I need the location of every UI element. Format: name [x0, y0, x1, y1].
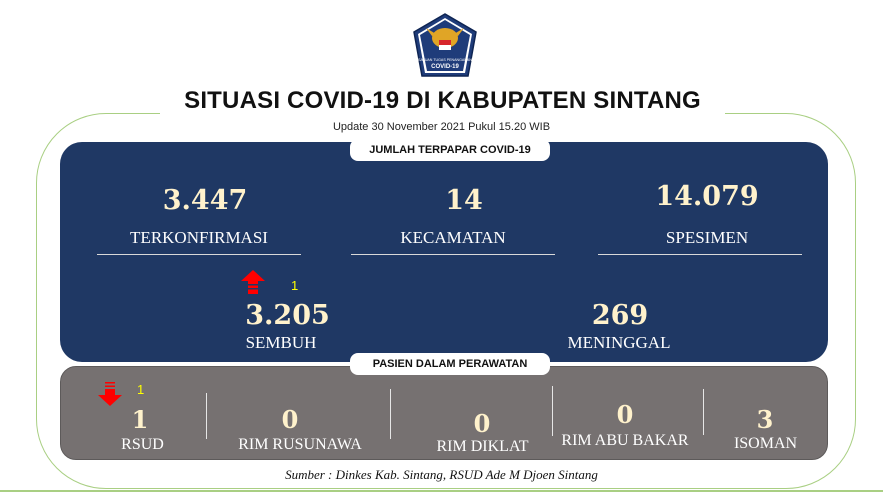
sembuh-label: SEMBUH [245, 333, 317, 352]
rsud-delta: 1 [137, 382, 145, 397]
kecamatan-underline [351, 254, 555, 255]
terkonfirmasi-label: TERKONFIRMASI [130, 228, 268, 247]
page-title: SITUASI COVID-19 DI KABUPATEN SINTANG [184, 87, 701, 114]
spesimen-label: SPESIMEN [665, 228, 749, 247]
sembuh-delta: 1 [291, 278, 299, 293]
terpapar-section-label: JUMLAH TERPAPAR COVID-19 [350, 139, 550, 161]
column-divider [206, 393, 207, 439]
title-bar [160, 84, 725, 118]
rim-diklat-label: RIM DIKLAT [436, 438, 529, 455]
rim-rusunawa-label: RIM RUSUNAWA [238, 436, 362, 453]
rsud-value: 1 [131, 405, 149, 434]
kecamatan-label: KECAMATAN [400, 228, 506, 247]
column-divider [703, 389, 704, 435]
logo-text-bottom: COVID-19 [431, 64, 459, 70]
rim-abu-bakar-value: 0 [616, 400, 634, 429]
spesimen-underline [598, 254, 802, 255]
rim-rusunawa-value: 0 [281, 405, 299, 434]
perawatan-section-label: PASIEN DALAM PERAWATAN [350, 353, 550, 375]
isoman-value: 3 [756, 405, 774, 434]
garuda-shield-logo [410, 10, 480, 80]
spesimen-value: 14.079 [655, 181, 759, 212]
rim-abu-bakar-label: RIM ABU BAKAR [561, 432, 689, 449]
logo-text-top: SATUAN TUGAS PENANGANAN [418, 58, 472, 62]
kecamatan-value: 14 [445, 185, 483, 216]
terkonfirmasi-underline [97, 254, 301, 255]
bottom-divider [0, 490, 883, 492]
meninggal-value: 269 [591, 300, 649, 331]
column-divider [390, 389, 391, 439]
rsud-label: RSUD [121, 436, 164, 453]
update-timestamp: Update 30 November 2021 Pukul 15.20 WIB [332, 121, 551, 133]
source-note: Sumber : Dinkes Kab. Sintang, RSUD Ade M Djoen Sintang [285, 467, 598, 482]
meninggal-label: MENINGGAL [567, 333, 671, 352]
rim-diklat-value: 0 [473, 409, 491, 438]
arrow-up-icon [240, 269, 266, 295]
isoman-label: ISOMAN [733, 435, 798, 452]
column-divider [552, 386, 553, 436]
terpapar-panel [60, 142, 828, 362]
arrow-down-icon [97, 381, 123, 407]
terkonfirmasi-value: 3.447 [162, 185, 248, 216]
sembuh-value: 3.205 [245, 300, 330, 331]
